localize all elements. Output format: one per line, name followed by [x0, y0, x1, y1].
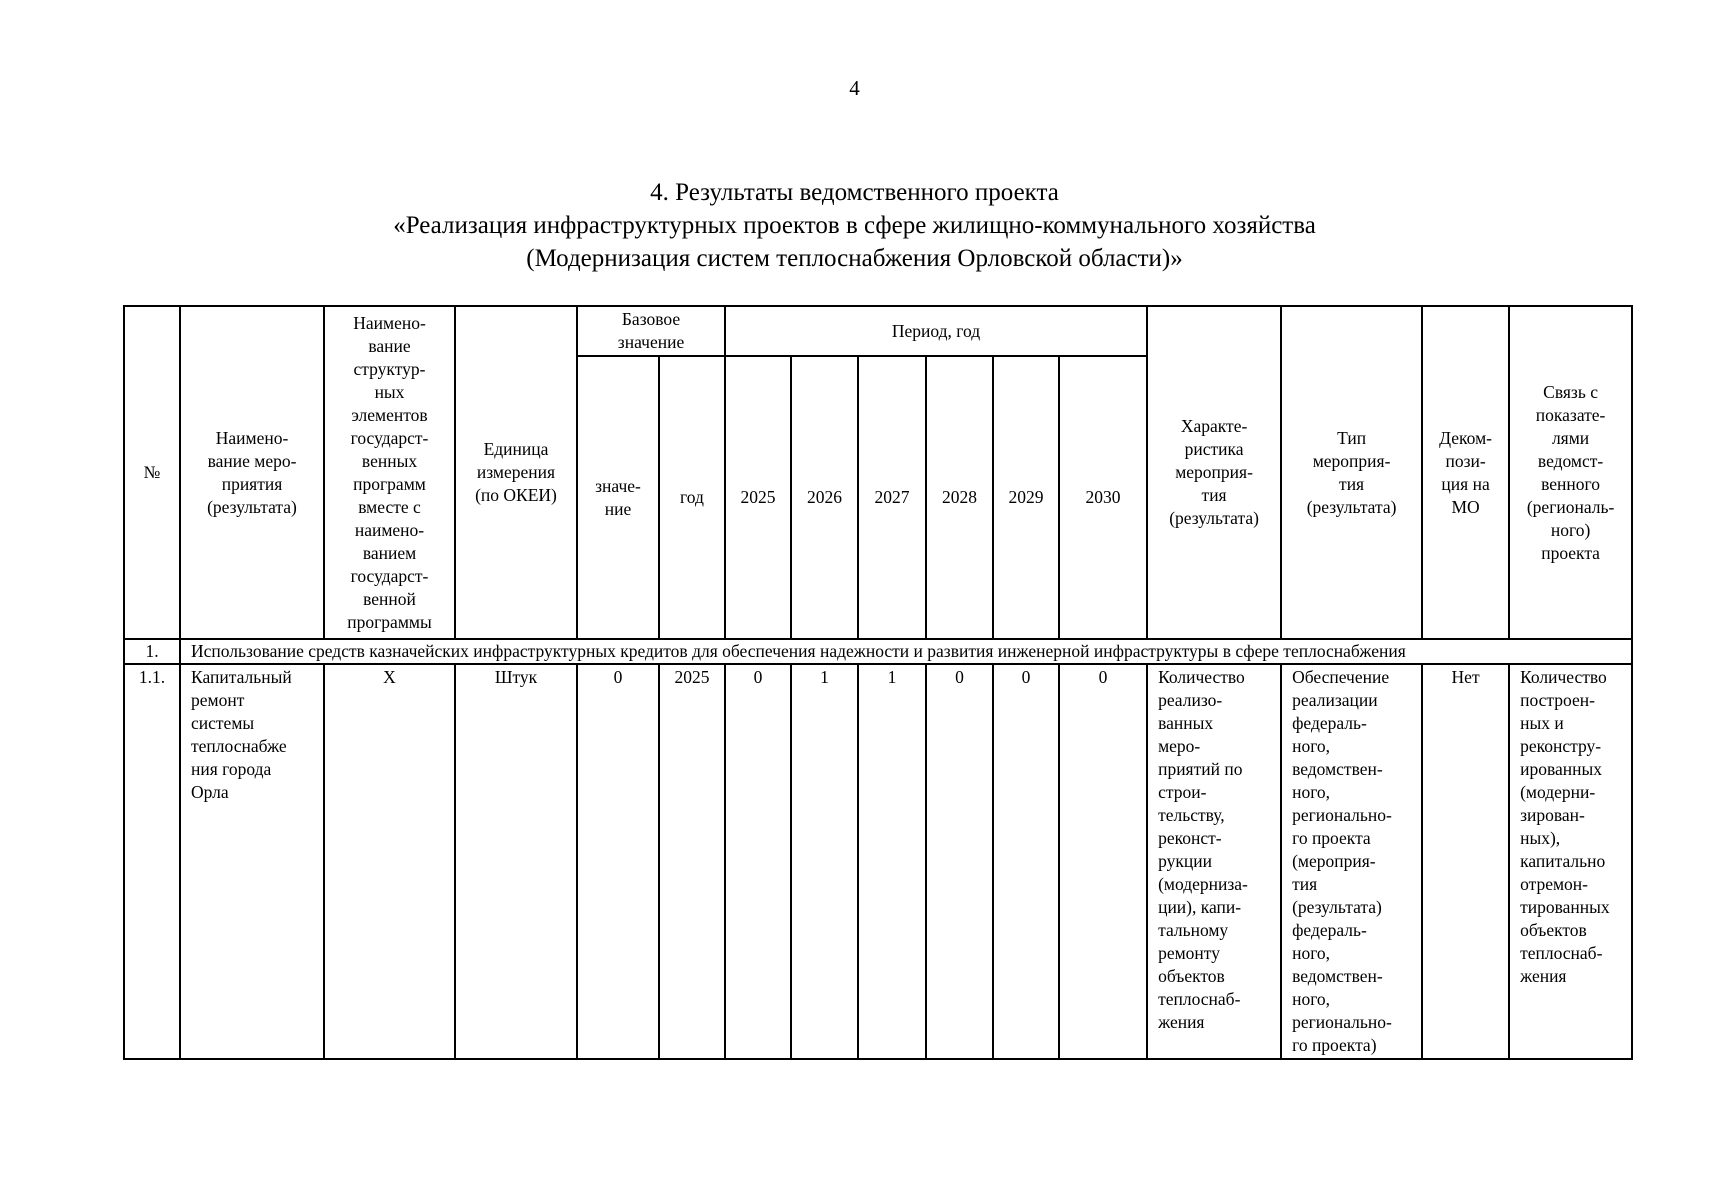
- row-value-2025: 0: [725, 664, 791, 1059]
- header-year-2026: 2026: [791, 356, 858, 639]
- row-value-2026: 1: [791, 664, 858, 1059]
- header-type: Тип мероприя- тия (результата): [1281, 306, 1422, 639]
- header-base-value: значе- ние: [577, 356, 659, 639]
- header-link: Связь с показате- лями ведомст- венного (региональ- ного) проекта: [1509, 306, 1632, 639]
- header-year-2027: 2027: [858, 356, 926, 639]
- header-year-2029: 2029: [993, 356, 1059, 639]
- row-base-value: 0: [577, 664, 659, 1059]
- table-row: [124, 664, 1632, 1059]
- heading-line-1: 4. Результаты ведомственного проекта: [650, 179, 1059, 206]
- header-period: Период, год: [725, 306, 1147, 356]
- row-structural-elements: Х: [324, 664, 455, 1059]
- header-number: №: [124, 306, 180, 639]
- header-year-2028: 2028: [926, 356, 993, 639]
- heading-line-3: (Модернизация систем теплоснабжения Орловской области)»: [526, 245, 1183, 272]
- row-characteristic: Количество реализо- ванных меро- приятий по строи- тельству, реконст- рукции (модерниза- ции), капи- тальному ремонту объектов теплоснаб- жения: [1147, 664, 1281, 1059]
- row-number: 1.1.: [124, 664, 180, 1059]
- row-decomposition: Нет: [1422, 664, 1509, 1059]
- row-value-2029: 0: [993, 664, 1059, 1059]
- heading-line-2: «Реализация инфраструктурных проектов в сфере жилищно-коммунального хозяйства: [393, 212, 1316, 239]
- header-year-2030: 2030: [1059, 356, 1147, 639]
- header-year-2025: 2025: [725, 356, 791, 639]
- section-title: Использование средств казначейских инфраструктурных кредитов для обеспечения надежности и развития инженерной инфраструктуры в сфере теплоснабжения: [180, 639, 1632, 664]
- section-row: [124, 639, 1632, 664]
- header-unit: Единица измерения (по ОКЕИ): [455, 306, 577, 639]
- header-base-year: год: [659, 356, 725, 639]
- row-unit: Штук: [455, 664, 577, 1059]
- row-value-2028: 0: [926, 664, 993, 1059]
- row-link: Количество построен- ных и реконстру- ированных (модерни- зирован- ных), капитально отремон- тированных объектов теплоснаб- жения: [1509, 664, 1632, 1059]
- row-event-name: Капитальный ремонт системы теплоснабже ния города Орла: [180, 664, 324, 1059]
- row-value-2027: 1: [858, 664, 926, 1059]
- row-type: Обеспечение реализации федераль- ного, ведомствен- ного, регионально- го проекта (мероприя- тия (результата) федераль- ного, ведомствен- ного, регионально- го проекта): [1281, 664, 1422, 1059]
- page-number: 4: [849, 76, 860, 100]
- header-base: Базовое значение: [577, 306, 725, 356]
- header-decomposition: Деком- пози- ция на МО: [1422, 306, 1509, 639]
- header-event-name: Наимено- вание меро- приятия (результата): [180, 306, 324, 639]
- section-number: 1.: [124, 639, 180, 664]
- row-base-year: 2025: [659, 664, 725, 1059]
- header-structural-elements: Наимено- вание структур- ных элементов государст- венных программ вместе с наимено- ванием государст- венной программы: [324, 306, 455, 639]
- document-heading: [0, 176, 1709, 275]
- row-value-2030: 0: [1059, 664, 1147, 1059]
- results-table: [123, 305, 1633, 1060]
- header-characteristic: Характе- ристика мероприя- тия (результата): [1147, 306, 1281, 639]
